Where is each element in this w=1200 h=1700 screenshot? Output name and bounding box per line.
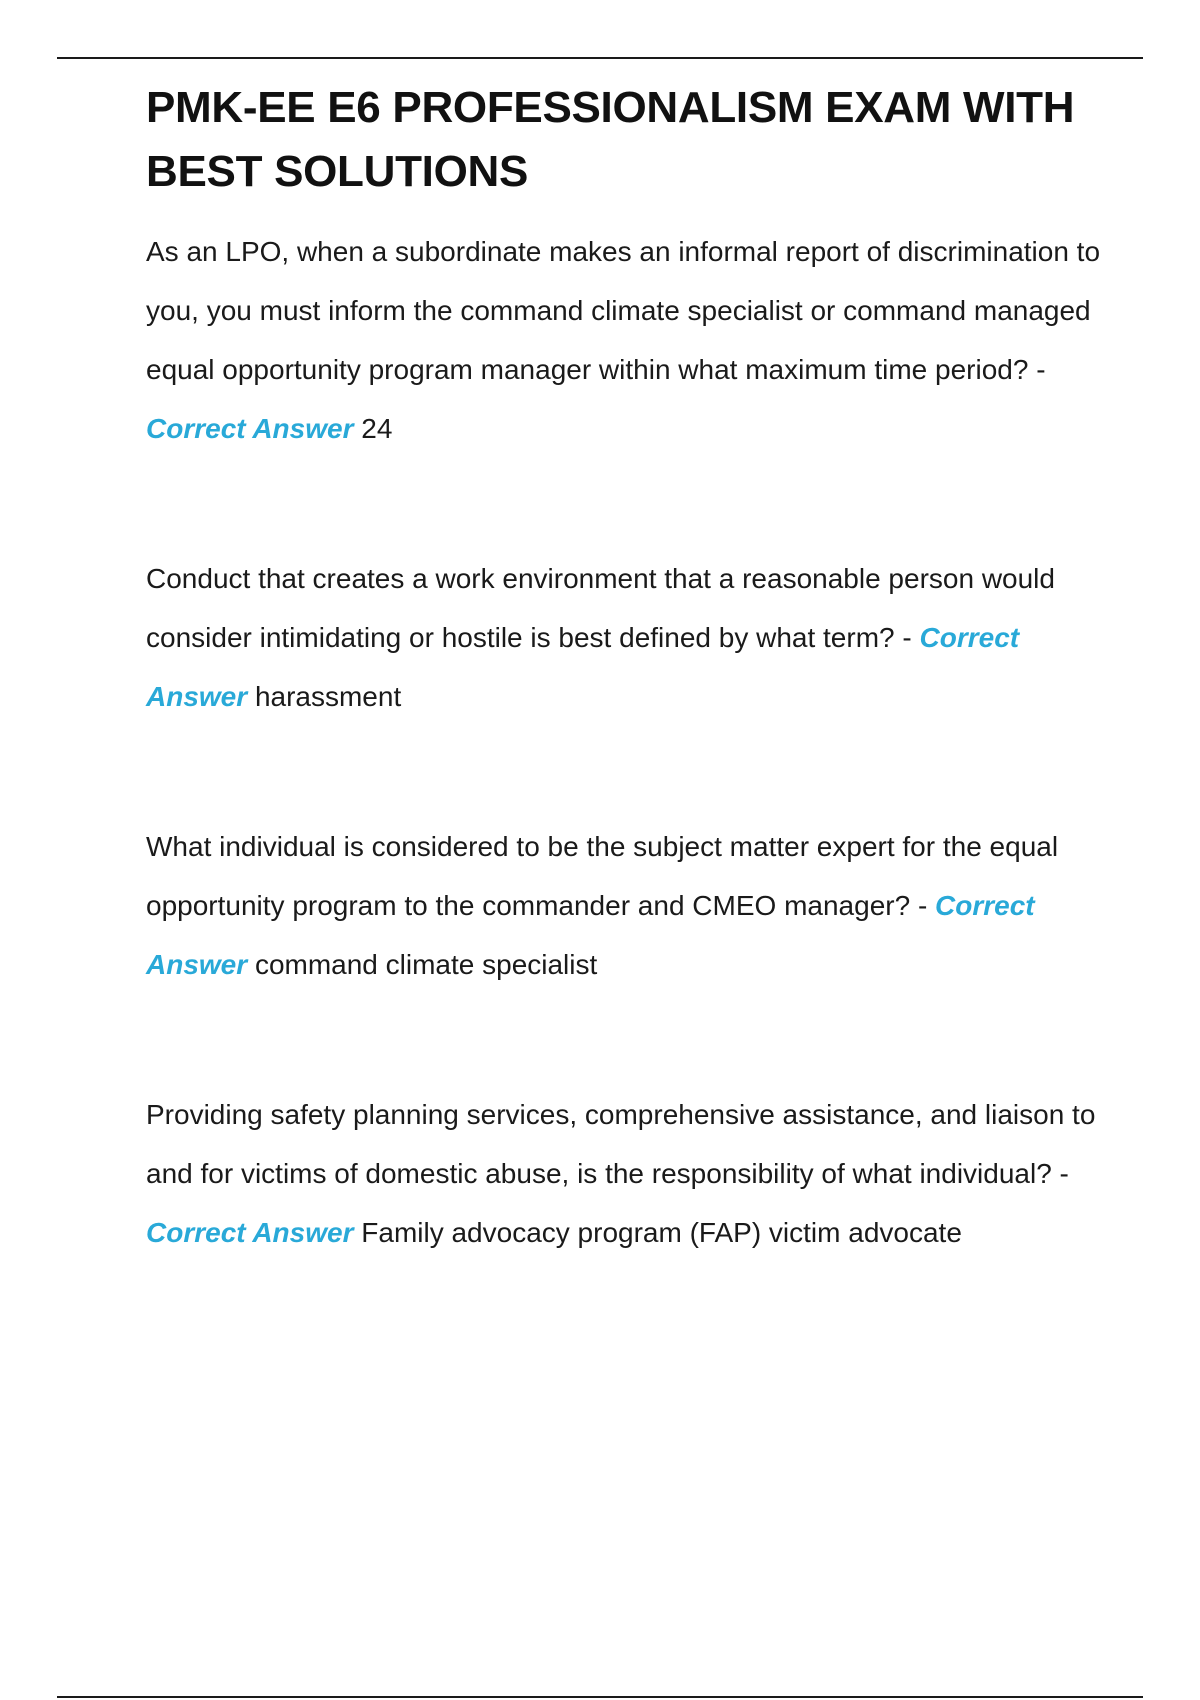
answer-label: Correct Answer bbox=[146, 622, 1020, 712]
document-title: PMK-EE E6 PROFESSIONALISM EXAM WITH BEST SOLUTIONS bbox=[146, 83, 1075, 196]
document-body bbox=[146, 76, 1106, 1262]
answer-label: Correct Answer bbox=[146, 890, 1035, 980]
answer-text: harassment bbox=[254, 681, 402, 712]
answer-label: Correct Answer bbox=[146, 413, 354, 444]
answer-text: 24 bbox=[361, 413, 393, 444]
question-text: What individual is considered to be the subject matter expert for the equal opportunity program to the commander and CMEO manager? - bbox=[146, 831, 1059, 921]
answer-text: command climate specialist bbox=[254, 949, 598, 980]
question-text: Conduct that creates a work environment that a reasonable person would consider intimidating or hostile is best defined by what term? - bbox=[146, 563, 1055, 653]
top-rule bbox=[57, 57, 1143, 59]
qa-item-2 bbox=[146, 549, 1106, 726]
qa-item-4 bbox=[146, 1085, 1106, 1262]
qa-item-1 bbox=[146, 222, 1106, 458]
answer-text: Family advocacy program (FAP) victim advocate bbox=[361, 1217, 962, 1248]
qa-item-3 bbox=[146, 817, 1106, 994]
question-text: Providing safety planning services, comprehensive assistance, and liaison to and for victims of domestic abuse, is the responsibility of what individual? - bbox=[146, 1099, 1096, 1189]
bottom-rule bbox=[57, 1696, 1143, 1698]
answer-label: Correct Answer bbox=[146, 1217, 354, 1248]
question-text: As an LPO, when a subordinate makes an informal report of discrimination to you, you must inform the command climate specialist or command managed equal opportunity program manager within what maximum time period? - bbox=[146, 236, 1101, 385]
